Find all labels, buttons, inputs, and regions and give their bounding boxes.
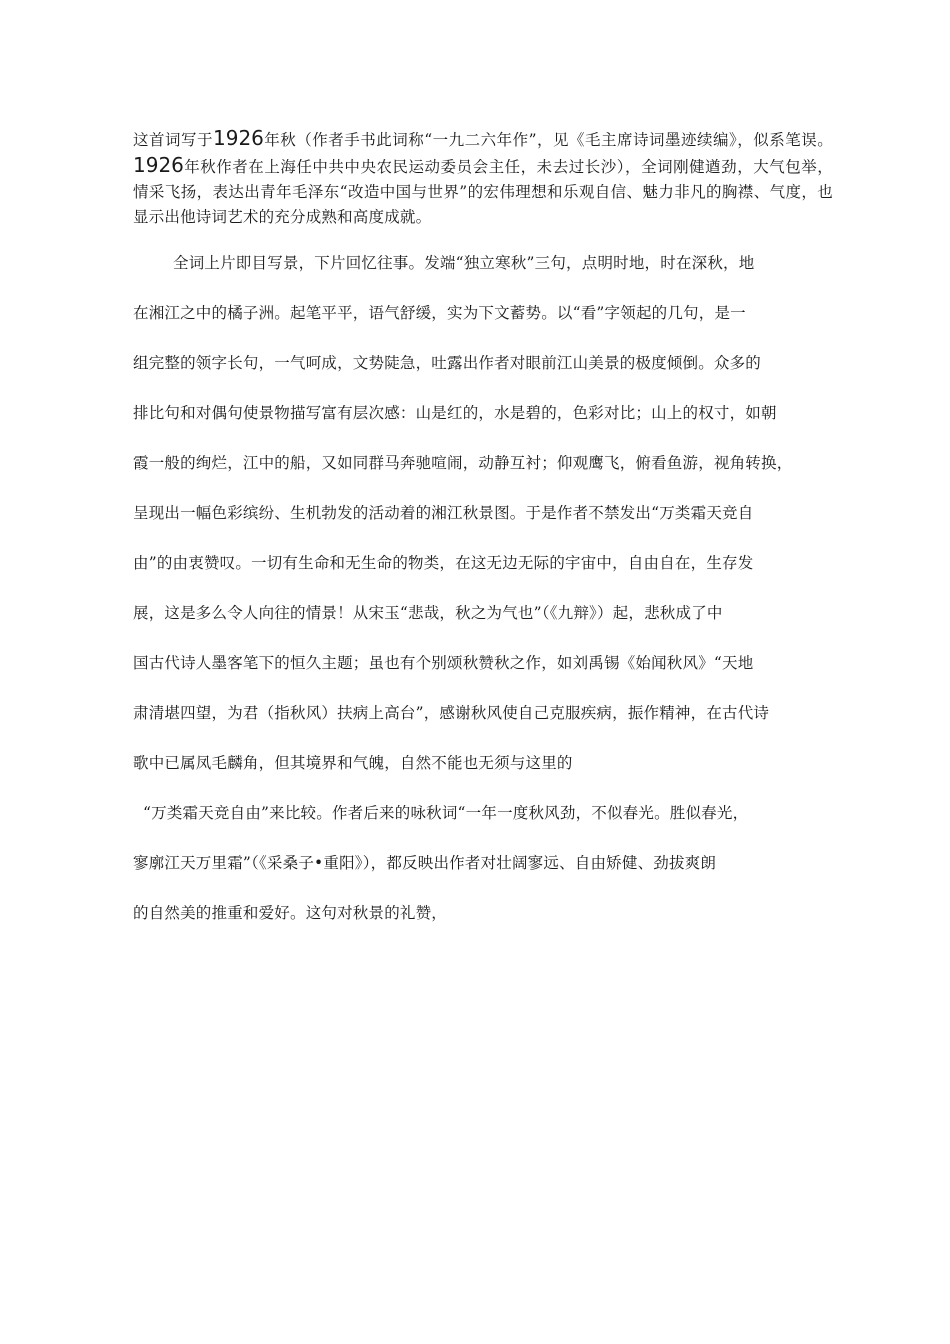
text-line: 全词上片即目写景，下片回忆往事。发端“独立寒秋”三句，点明时地，时在深秋，地 [173, 254, 755, 272]
text-line: 寥廓江天万里霜”（《采桑子•重阳》），都反映出作者对壮阔寥远、自由矫健、劲拔爽朗 [133, 854, 717, 872]
text-line: “万类霜天竞自由”来比较。作者后来的咏秋词“一年一度秋风劲，不似春光。胜似春光， [143, 804, 749, 822]
intro-text-3: 年秋作者在上海任中共中央农民运动委员会主任，未去过长沙），全词刚健遒劲，大气包举，情采飞扬，表达出青年毛泽东“改造中国与世界”的宏伟理想和乐观自信、魅力非凡的胸襟、气度，也显示出他诗词艺术的充分成熟和高度成就。 [133, 158, 833, 226]
text-line: 歌中已属凤毛麟角，但其境界和气魄，自然不能也无须与这里的 [133, 754, 573, 772]
text-line: 组完整的领字长句，一气呵成，文势陡急，吐露出作者对眼前江山美景的极度倾倒。众多的 [133, 354, 762, 372]
intro-text-1: 这首词写于 [133, 131, 213, 149]
paragraph-intro [133, 126, 833, 230]
text-line: 呈现出一幅色彩缤纷、生机勃发的活动着的湘江秋景图。于是作者不禁发出“万类霜天竞自 [133, 504, 754, 522]
year-1926-second: 1926 [133, 153, 184, 177]
text-line: 由”的由衷赞叹。一切有生命和无生命的物类，在这无边无际的宇宙中，自由自在，生存发 [133, 554, 754, 572]
text-line: 排比句和对偶句使景物描写富有层次感：山是红的，水是碧的，色彩对比；山上的权寸，如朝 [133, 404, 777, 422]
text-line: 肃清堪四望，为君（指秋风）扶病上高台”，感谢秋风使自己克服疾病，振作精神，在古代诗 [133, 704, 770, 722]
text-line: 的自然美的推重和爱好。这句对秋景的礼赞， [133, 904, 448, 922]
text-line: 国古代诗人墨客笔下的恒久主题；虽也有个别颂秋赞秋之作，如刘禹锡《始闻秋风》“天地 [133, 654, 754, 672]
intro-text-2: 年秋（作者手书此词称“一九二六年作”，见《毛主席诗词墨迹续编》，似系笔误。 [263, 131, 833, 149]
text-line: 展，这是多么令人向往的情景！从宋玉“悲哉，秋之为气也”（《九辩》）起，悲秋成了中 [133, 604, 723, 622]
year-1926-first: 1926 [213, 126, 264, 150]
text-line: 霞一般的绚烂，江中的船，又如同群马奔驰喧闹，动静互衬；仰观鹰飞，俯看鱼游，视角转换， [133, 454, 793, 472]
paragraph-analysis [133, 238, 833, 938]
text-line: 在湘江之中的橘子洲。起笔平平，语气舒缓，实为下文蓄势。以“看”字领起的几句，是一 [133, 304, 746, 322]
